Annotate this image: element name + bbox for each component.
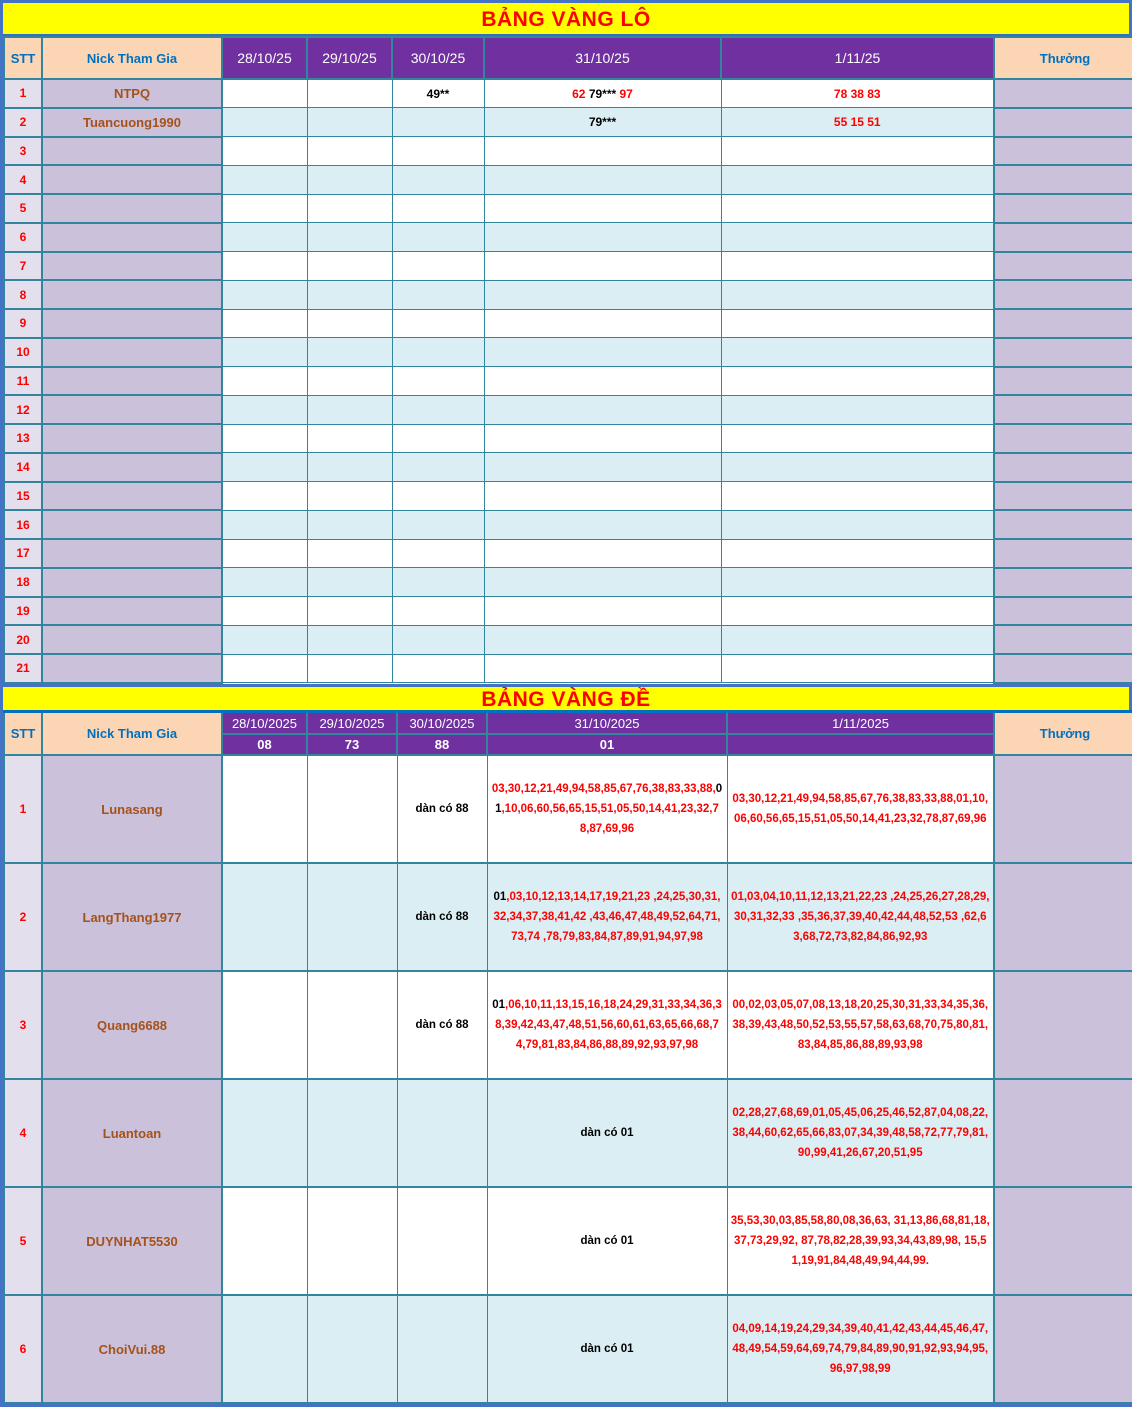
nick-cell xyxy=(42,654,222,683)
nick-cell: NTPQ xyxy=(42,79,222,108)
table-row xyxy=(4,625,1132,654)
value-cell xyxy=(484,453,721,482)
value-cell xyxy=(222,165,307,194)
stt-cell: 17 xyxy=(4,539,42,568)
value-cell xyxy=(721,309,994,338)
stt-cell: 13 xyxy=(4,424,42,453)
reward-cell xyxy=(994,338,1132,367)
nick-cell xyxy=(42,539,222,568)
value-cell xyxy=(222,1079,307,1187)
value-cell xyxy=(397,863,487,971)
table-row xyxy=(4,367,1132,396)
value-cell xyxy=(222,1295,307,1403)
value-cell xyxy=(392,137,484,166)
reward-cell xyxy=(994,252,1132,281)
nick-cell xyxy=(42,395,222,424)
reward-cell xyxy=(994,453,1132,482)
nick-cell: DUYNHAT5530 xyxy=(42,1187,222,1295)
value-segment: 03,30,12,21,49,94,58,85,67,76,38,83,33,88, xyxy=(491,783,716,796)
reward-cell xyxy=(994,1079,1132,1187)
bang-vang-lo-title: BẢNG VÀNG LÔ xyxy=(3,3,1129,36)
value-segment: dàn có 01 xyxy=(580,1127,634,1140)
nick-cell xyxy=(42,194,222,223)
reward-cell xyxy=(994,568,1132,597)
value-cell xyxy=(484,654,721,683)
table-row xyxy=(4,654,1132,683)
value-cell xyxy=(307,338,392,367)
value-cell xyxy=(484,539,721,568)
table-row xyxy=(4,194,1132,223)
value-cell xyxy=(307,654,392,683)
value-segment: 62 xyxy=(572,86,589,101)
nick-cell xyxy=(42,309,222,338)
value-cell xyxy=(307,194,392,223)
value-cell xyxy=(392,597,484,626)
table-row xyxy=(4,1079,1132,1187)
value-cell xyxy=(307,223,392,252)
value-cell xyxy=(727,1295,994,1403)
bang-vang-de-table xyxy=(3,710,1132,1405)
value-cell xyxy=(484,137,721,166)
table-row xyxy=(4,223,1132,252)
nick-cell xyxy=(42,280,222,309)
value-cell xyxy=(392,482,484,511)
value-segment: dàn có 88 xyxy=(415,803,469,816)
reward-cell xyxy=(994,280,1132,309)
table-row xyxy=(4,971,1132,1079)
reward-cell xyxy=(994,108,1132,137)
value-segment: 49** xyxy=(426,86,450,101)
nick-cell: Lunasang xyxy=(42,755,222,863)
nick-cell xyxy=(42,137,222,166)
value-cell xyxy=(727,1187,994,1295)
value-cell xyxy=(484,395,721,424)
column-header-nick: Nick Tham Gia xyxy=(42,37,222,79)
stt-cell: 3 xyxy=(4,971,42,1079)
value-cell xyxy=(487,1295,727,1403)
value-cell xyxy=(307,1079,397,1187)
table-row xyxy=(4,539,1132,568)
value-cell xyxy=(721,252,994,281)
value-cell xyxy=(484,108,721,137)
stt-cell: 4 xyxy=(4,1079,42,1187)
nick-cell xyxy=(42,597,222,626)
value-cell xyxy=(307,539,392,568)
reward-cell xyxy=(994,510,1132,539)
value-cell xyxy=(392,309,484,338)
value-cell xyxy=(721,367,994,396)
value-cell xyxy=(721,165,994,194)
value-cell xyxy=(392,280,484,309)
value-cell xyxy=(397,755,487,863)
column-header-date: 30/10/2025 xyxy=(397,711,487,734)
value-cell xyxy=(392,453,484,482)
value-cell xyxy=(222,597,307,626)
value-segment: 01,03,04,10,11,12,13,21,22,23 ,24,25,26,27,28,29,30,31,32,33 ,35,36,37,39,40,42,44,48,52,53 ,62,63,68,72,73,82,84,86,92,93 xyxy=(731,891,990,944)
stt-cell: 1 xyxy=(4,755,42,863)
value-cell xyxy=(484,625,721,654)
value-cell xyxy=(727,1079,994,1187)
stt-cell: 2 xyxy=(4,863,42,971)
nick-cell xyxy=(42,252,222,281)
value-cell xyxy=(484,223,721,252)
nick-cell xyxy=(42,367,222,396)
value-cell xyxy=(487,863,727,971)
value-cell xyxy=(484,367,721,396)
column-header-date: 29/10/25 xyxy=(307,37,392,79)
nick-cell: Quang6688 xyxy=(42,971,222,1079)
value-cell xyxy=(392,654,484,683)
stt-cell: 16 xyxy=(4,510,42,539)
value-cell xyxy=(487,755,727,863)
reward-cell xyxy=(994,424,1132,453)
value-cell xyxy=(392,568,484,597)
value-cell xyxy=(222,338,307,367)
value-cell xyxy=(721,79,994,108)
value-cell xyxy=(721,482,994,511)
value-cell xyxy=(397,1295,487,1403)
value-cell xyxy=(392,367,484,396)
value-cell xyxy=(222,309,307,338)
value-cell xyxy=(222,755,307,863)
value-cell xyxy=(222,568,307,597)
value-cell xyxy=(484,424,721,453)
value-cell xyxy=(222,223,307,252)
value-cell xyxy=(487,1187,727,1295)
value-cell xyxy=(721,453,994,482)
stt-cell: 4 xyxy=(4,165,42,194)
value-cell xyxy=(397,971,487,1079)
stt-cell: 15 xyxy=(4,482,42,511)
value-cell xyxy=(727,863,994,971)
value-cell xyxy=(222,137,307,166)
value-cell xyxy=(222,424,307,453)
stt-cell: 20 xyxy=(4,625,42,654)
table-row xyxy=(4,1295,1132,1403)
value-cell xyxy=(721,654,994,683)
table-row xyxy=(4,755,1132,863)
value-cell xyxy=(484,482,721,511)
value-cell xyxy=(307,597,392,626)
value-cell xyxy=(307,863,397,971)
table-row xyxy=(4,280,1132,309)
value-cell xyxy=(721,338,994,367)
result-number: 73 xyxy=(307,734,397,755)
reward-cell xyxy=(994,194,1132,223)
reward-cell xyxy=(994,482,1132,511)
value-cell xyxy=(222,280,307,309)
nick-cell xyxy=(42,165,222,194)
reward-cell xyxy=(994,654,1132,683)
value-cell xyxy=(397,1079,487,1187)
table-row xyxy=(4,597,1132,626)
bang-vang-lo-section xyxy=(3,3,1129,684)
value-cell xyxy=(721,597,994,626)
nick-cell xyxy=(42,223,222,252)
value-cell xyxy=(721,424,994,453)
value-cell xyxy=(392,539,484,568)
value-cell xyxy=(307,971,397,1079)
value-cell xyxy=(222,252,307,281)
column-header-date: 29/10/2025 xyxy=(307,711,397,734)
value-cell xyxy=(307,625,392,654)
value-segment: 35,53,30,03,85,58,80,08,36,63, 31,13,86,68,81,18,37,73,29,92, 87,78,82,28,39,93,34,43,89,98, 15,51,19,91,84,48,49,94,44,99. xyxy=(730,1215,990,1268)
value-segment: 79*** xyxy=(588,86,617,101)
stt-cell: 19 xyxy=(4,597,42,626)
table-row xyxy=(4,309,1132,338)
column-header-date: 31/10/2025 xyxy=(487,711,727,734)
value-cell xyxy=(727,971,994,1079)
value-cell xyxy=(392,79,484,108)
column-header-date: 1/11/2025 xyxy=(727,711,994,734)
value-cell xyxy=(484,338,721,367)
stt-cell: 6 xyxy=(4,1295,42,1403)
value-segment: dàn có 01 xyxy=(580,1343,634,1356)
column-header-stt: STT xyxy=(4,711,42,755)
stt-cell: 9 xyxy=(4,309,42,338)
table-row xyxy=(4,453,1132,482)
table-row xyxy=(4,568,1132,597)
stt-cell: 3 xyxy=(4,137,42,166)
value-cell xyxy=(721,223,994,252)
nick-cell xyxy=(42,424,222,453)
value-segment: 01 xyxy=(495,783,723,816)
value-cell xyxy=(307,309,392,338)
value-segment: ,06,10,11,13,15,16,18,24,29,31,33,34,36,38,39,42,43,47,48,51,56,60,61,63,65,66,68,74,79,81,83,84,86,88,89,92,93,97,98 xyxy=(495,999,722,1052)
value-cell xyxy=(721,194,994,223)
value-cell xyxy=(392,194,484,223)
value-cell xyxy=(307,252,392,281)
table-row xyxy=(4,338,1132,367)
nick-cell xyxy=(42,482,222,511)
column-header-date: 1/11/25 xyxy=(721,37,994,79)
bang-vang-de-title: BẢNG VÀNG ĐỀ xyxy=(3,684,1129,710)
value-cell xyxy=(721,568,994,597)
value-segment: 01 xyxy=(492,999,505,1012)
column-header-nick: Nick Tham Gia xyxy=(42,711,222,755)
value-cell xyxy=(222,367,307,396)
stt-cell: 10 xyxy=(4,338,42,367)
value-cell xyxy=(487,971,727,1079)
value-cell xyxy=(307,453,392,482)
stt-cell: 6 xyxy=(4,223,42,252)
value-cell xyxy=(484,79,721,108)
value-segment: 00,02,03,05,07,08,13,18,20,25,30,31,33,34,35,36,38,39,43,48,50,52,53,55,57,58,63,68,70,75,80,81,83,84,85,86,88,89,93,98 xyxy=(732,999,989,1052)
column-header-reward: Thưởng xyxy=(994,711,1132,755)
reward-cell xyxy=(994,79,1132,108)
value-cell xyxy=(307,510,392,539)
reward-cell xyxy=(994,309,1132,338)
result-number xyxy=(727,734,994,755)
value-cell xyxy=(392,252,484,281)
value-segment: 78 38 83 xyxy=(833,86,881,101)
nick-cell: LangThang1977 xyxy=(42,863,222,971)
value-segment: dàn có 01 xyxy=(580,1235,634,1248)
table-row xyxy=(4,510,1132,539)
value-cell xyxy=(307,568,392,597)
table-row xyxy=(4,79,1132,108)
value-cell xyxy=(222,863,307,971)
reward-cell xyxy=(994,755,1132,863)
stt-cell: 5 xyxy=(4,194,42,223)
bang-vang-de-section xyxy=(3,684,1129,1405)
reward-cell xyxy=(994,1295,1132,1403)
column-header-date: 28/10/25 xyxy=(222,37,307,79)
column-header-date: 28/10/2025 xyxy=(222,711,307,734)
value-cell xyxy=(484,568,721,597)
value-cell xyxy=(222,453,307,482)
value-cell xyxy=(307,755,397,863)
nick-cell: Luantoan xyxy=(42,1079,222,1187)
value-segment: dàn có 88 xyxy=(415,911,469,924)
reward-cell xyxy=(994,539,1132,568)
value-cell xyxy=(307,165,392,194)
column-header-reward: Thưởng xyxy=(994,37,1132,79)
value-cell xyxy=(222,482,307,511)
value-segment: 55 15 51 xyxy=(833,115,881,130)
nick-cell xyxy=(42,568,222,597)
value-cell xyxy=(392,395,484,424)
value-cell xyxy=(484,280,721,309)
value-cell xyxy=(222,108,307,137)
stt-cell: 8 xyxy=(4,280,42,309)
stt-cell: 18 xyxy=(4,568,42,597)
value-cell xyxy=(721,280,994,309)
value-cell xyxy=(307,395,392,424)
reward-cell xyxy=(994,395,1132,424)
value-cell xyxy=(392,165,484,194)
reward-cell xyxy=(994,137,1132,166)
value-cell xyxy=(487,1079,727,1187)
value-cell xyxy=(392,338,484,367)
stt-cell: 1 xyxy=(4,79,42,108)
table-row xyxy=(4,165,1132,194)
value-segment: ,03,10,12,13,14,17,19,21,23 ,24,25,30,31,32,34,37,38,41,42 ,43,46,47,48,49,52,64,71,73,74 ,78,79,83,84,87,89,91,94,97,98 xyxy=(493,891,721,944)
reward-cell xyxy=(994,223,1132,252)
value-cell xyxy=(721,510,994,539)
stt-cell: 12 xyxy=(4,395,42,424)
value-cell xyxy=(721,137,994,166)
value-cell xyxy=(721,108,994,137)
value-segment: 03,30,12,21,49,94,58,85,67,76,38,83,33,88,01,10,06,60,56,65,15,51,05,50,14,41,23,32,78,87,69,96 xyxy=(732,793,989,826)
value-cell xyxy=(721,539,994,568)
value-cell xyxy=(307,482,392,511)
stt-cell: 21 xyxy=(4,654,42,683)
column-header-stt: STT xyxy=(4,37,42,79)
value-segment: dàn có 88 xyxy=(415,1019,469,1032)
value-cell xyxy=(307,137,392,166)
value-cell xyxy=(307,1295,397,1403)
reward-cell xyxy=(994,1187,1132,1295)
result-number: 01 xyxy=(487,734,727,755)
nick-cell xyxy=(42,510,222,539)
bang-vang-lo-table xyxy=(3,36,1132,684)
stt-cell: 11 xyxy=(4,367,42,396)
stt-cell: 14 xyxy=(4,453,42,482)
value-cell xyxy=(222,625,307,654)
table-row xyxy=(4,252,1132,281)
value-cell xyxy=(222,539,307,568)
table-row xyxy=(4,395,1132,424)
column-header-date: 31/10/25 xyxy=(484,37,721,79)
result-number: 08 xyxy=(222,734,307,755)
value-cell xyxy=(307,367,392,396)
value-cell xyxy=(222,971,307,1079)
lo-header-row xyxy=(4,37,1132,79)
stt-cell: 7 xyxy=(4,252,42,281)
value-cell xyxy=(484,194,721,223)
value-cell xyxy=(721,395,994,424)
reward-cell xyxy=(994,863,1132,971)
nick-cell xyxy=(42,338,222,367)
de-header-row-dates xyxy=(4,711,1132,734)
column-header-date: 30/10/25 xyxy=(392,37,484,79)
value-cell xyxy=(392,625,484,654)
reward-cell xyxy=(994,625,1132,654)
value-segment: 79*** xyxy=(588,115,617,130)
table-row xyxy=(4,137,1132,166)
value-cell xyxy=(721,625,994,654)
value-cell xyxy=(397,1187,487,1295)
value-cell xyxy=(222,194,307,223)
table-row xyxy=(4,863,1132,971)
table-row xyxy=(4,108,1132,137)
result-number: 88 xyxy=(397,734,487,755)
nick-cell: ChoiVui.88 xyxy=(42,1295,222,1403)
value-cell xyxy=(307,280,392,309)
nick-cell: Tuancuong1990 xyxy=(42,108,222,137)
value-cell xyxy=(392,108,484,137)
value-segment: ,10,06,60,56,65,15,51,05,50,14,41,23,32,78,87,69,96 xyxy=(501,803,719,836)
stt-cell: 2 xyxy=(4,108,42,137)
reward-cell xyxy=(994,971,1132,1079)
nick-cell xyxy=(42,453,222,482)
value-cell xyxy=(484,597,721,626)
stt-cell: 5 xyxy=(4,1187,42,1295)
value-cell xyxy=(222,79,307,108)
value-cell xyxy=(222,510,307,539)
value-cell xyxy=(392,223,484,252)
value-cell xyxy=(484,510,721,539)
value-cell xyxy=(484,252,721,281)
reward-cell xyxy=(994,367,1132,396)
value-cell xyxy=(307,79,392,108)
value-segment: 02,28,27,68,69,01,05,45,06,25,46,52,87,04,08,22,38,44,60,62,65,66,83,07,34,39,48,58,72,77,79,81,90,99,41,26,67,20,51,95 xyxy=(732,1107,989,1160)
value-cell xyxy=(307,1187,397,1295)
table-row xyxy=(4,424,1132,453)
value-segment: 04,09,14,19,24,29,34,39,40,41,42,43,44,45,46,47,48,49,54,59,64,69,74,79,84,89,90,91,92,93,94,95,96,97,98,99 xyxy=(732,1323,989,1376)
table-row xyxy=(4,482,1132,511)
table-row xyxy=(4,1187,1132,1295)
value-cell xyxy=(392,424,484,453)
value-cell xyxy=(222,654,307,683)
nick-cell xyxy=(42,625,222,654)
reward-cell xyxy=(994,597,1132,626)
value-cell xyxy=(727,755,994,863)
value-cell xyxy=(307,424,392,453)
value-cell xyxy=(307,108,392,137)
value-cell xyxy=(222,1187,307,1295)
value-segment: 97 xyxy=(616,86,633,101)
value-cell xyxy=(222,395,307,424)
value-cell xyxy=(484,165,721,194)
value-cell xyxy=(484,309,721,338)
value-cell xyxy=(392,510,484,539)
reward-cell xyxy=(994,165,1132,194)
value-segment: 01 xyxy=(493,891,507,904)
